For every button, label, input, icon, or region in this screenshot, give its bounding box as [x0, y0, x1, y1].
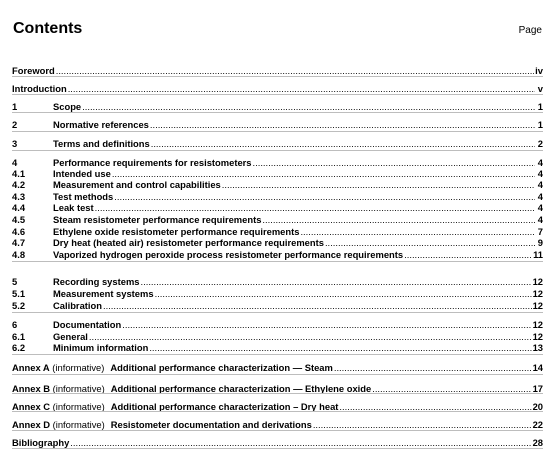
toc-entry[interactable]: [12, 101, 543, 112]
toc-entry[interactable]: [12, 226, 543, 237]
toc-entry[interactable]: [12, 119, 543, 130]
toc-entry[interactable]: [12, 319, 543, 330]
divider: [12, 430, 543, 431]
toc-entry-title: Calibration: [53, 300, 102, 311]
toc-entry-number: 6: [12, 319, 18, 330]
toc-entry-title: Leak test: [53, 202, 94, 213]
dot-leader: [68, 83, 535, 94]
toc-entry[interactable]: [12, 342, 543, 353]
toc-entry[interactable]: [12, 331, 543, 342]
toc-entry[interactable]: [12, 65, 543, 76]
toc-entry-number: 5: [12, 276, 18, 287]
dot-leader: [112, 168, 535, 179]
dot-leader: [114, 191, 535, 202]
toc-entry-title: Ethylene oxide resistometer performance requirements: [53, 226, 300, 237]
dot-leader: [334, 362, 532, 373]
toc-entry-number: 2: [12, 119, 18, 130]
toc-entry[interactable]: [12, 191, 543, 202]
dot-leader: [253, 157, 535, 168]
toc-entry[interactable]: [12, 362, 543, 373]
dot-leader: [150, 119, 535, 130]
toc-entry-page: 12: [532, 319, 543, 330]
divider: [12, 354, 543, 355]
toc-entry[interactable]: [12, 83, 543, 94]
toc-entry-page: 13: [532, 342, 543, 353]
toc-entry-page: 4: [537, 214, 543, 225]
annex-id: Annex C: [12, 401, 51, 412]
dot-leader: [89, 331, 532, 342]
annex-id: Annex D: [12, 419, 51, 430]
dot-leader: [155, 288, 532, 299]
toc-entry-title: Vaporized hydrogen peroxide process resistometer performance requirements: [53, 249, 404, 260]
toc-entry[interactable]: [12, 179, 543, 190]
dot-leader: [122, 319, 531, 330]
toc-entry-title: Measurement systems: [53, 288, 154, 299]
toc-entry-number: 4: [12, 157, 18, 168]
divider: [12, 150, 543, 151]
toc-entry[interactable]: [12, 214, 543, 225]
toc-entry-page: 11: [533, 249, 543, 260]
dot-leader: [325, 237, 535, 248]
toc-entry-title: Steam resistometer performance requirements: [53, 214, 262, 225]
toc-entry-page: 12: [532, 300, 543, 311]
toc-entry-page: 12: [532, 276, 543, 287]
toc-entry-number: 4.2: [12, 179, 26, 190]
annex-id: Annex B: [12, 383, 51, 394]
divider: [12, 131, 543, 132]
toc-entry-title: Documentation: [53, 319, 122, 330]
annex-type: (informative): [50, 419, 105, 430]
toc-entry-number: 4.3: [12, 191, 26, 202]
dot-leader: [82, 101, 535, 112]
toc-entry-page: 2: [537, 138, 543, 149]
toc-entry[interactable]: [12, 237, 543, 248]
toc-entry-number: 4.4: [12, 202, 26, 213]
toc-entry-title: Performance requirements for resistometers: [53, 157, 252, 168]
toc-entry[interactable]: [12, 288, 543, 299]
toc-entry-page: 4: [537, 168, 543, 179]
toc-entry-page: 4: [537, 179, 543, 190]
page-column-label: Page: [518, 25, 542, 36]
toc-entry-title: Additional performance characterization — Ethylene oxide: [110, 383, 372, 394]
dot-leader: [149, 342, 531, 353]
divider: [12, 76, 543, 77]
divider: [12, 393, 543, 394]
toc-entry-number: 5.1: [12, 288, 26, 299]
dot-leader: [70, 437, 531, 448]
dot-leader: [262, 214, 535, 225]
toc-entry-number: 4.5: [12, 214, 26, 225]
toc-entry-number: 6.2: [12, 342, 26, 353]
page-title: Contents: [13, 20, 83, 37]
toc-entry-title: Measurement and control capabilities: [53, 179, 221, 190]
toc-entry-title: Recording systems: [53, 276, 140, 287]
divider: [12, 312, 543, 313]
toc-entry[interactable]: [12, 138, 543, 149]
dot-leader: [151, 138, 535, 149]
toc-entry-page: 1: [537, 101, 543, 112]
annex-label: [12, 419, 105, 430]
dot-leader: [404, 249, 532, 260]
toc-entry[interactable]: [12, 419, 543, 430]
toc-entry-title: Normative references: [53, 119, 149, 130]
toc-entry-title: Resistometer documentation and derivations: [110, 419, 312, 430]
annex-type: (informative): [50, 383, 105, 394]
toc-entry-title: Introduction: [12, 83, 67, 94]
toc-entry-page: 17: [532, 383, 543, 394]
toc-entry-page: iv: [535, 65, 543, 76]
toc-entry-title: Terms and definitions: [53, 138, 150, 149]
toc-entry[interactable]: [12, 168, 543, 179]
toc-entry-number: 4.1: [12, 168, 26, 179]
toc-entry-number: 4.8: [12, 249, 26, 260]
toc-entry-page: 12: [532, 331, 543, 342]
toc-entry[interactable]: [12, 276, 543, 287]
toc-entry-page: 7: [537, 226, 543, 237]
divider: [12, 448, 543, 449]
annex-id: Annex A: [12, 362, 50, 373]
divider: [12, 94, 543, 95]
dot-leader: [141, 276, 532, 287]
toc-entry[interactable]: [12, 157, 543, 168]
toc-entry-number: 3: [12, 138, 18, 149]
toc-entry-number: 1: [12, 101, 18, 112]
dot-leader: [222, 179, 535, 190]
toc-entry-title: General: [53, 331, 88, 342]
toc-entry-page: 12: [532, 288, 543, 299]
toc-entry-page: v: [537, 83, 543, 94]
toc-entry-title: Scope: [53, 101, 82, 112]
divider: [12, 374, 543, 375]
annex-type: (informative): [49, 362, 105, 373]
divider: [12, 261, 543, 262]
toc-entry-title: Additional performance characterization – Dry heat: [110, 401, 339, 412]
divider: [12, 411, 543, 412]
toc-entry-page: 28: [532, 437, 543, 448]
toc-entry-title: Minimum information: [53, 342, 149, 353]
toc-entry-page: 9: [537, 237, 543, 248]
toc-entry-page: 14: [532, 362, 543, 373]
toc-entry-number: 5.2: [12, 300, 26, 311]
toc-entry-title: Bibliography: [12, 437, 70, 448]
divider: [12, 112, 543, 113]
toc-entry-page: 4: [537, 191, 543, 202]
toc-entry-page: 1: [537, 119, 543, 130]
toc-entry-number: 6.1: [12, 331, 26, 342]
toc-entry-title: Additional performance characterization — Steam: [110, 362, 333, 373]
toc-entry-number: 4.7: [12, 237, 26, 248]
dot-leader: [313, 419, 532, 430]
toc-entry[interactable]: [12, 202, 543, 213]
toc-entry-number: 4.6: [12, 226, 26, 237]
toc-entry[interactable]: [12, 437, 543, 448]
toc-entry-page: 4: [537, 157, 543, 168]
toc-entry[interactable]: [12, 249, 543, 260]
toc-entry-title: Dry heat (heated air) resistometer performance requirements: [53, 237, 324, 248]
toc-entry-title: Foreword: [12, 65, 55, 76]
annex-label: [12, 362, 104, 373]
dot-leader: [95, 202, 535, 213]
dot-leader: [56, 65, 534, 76]
toc-entry-title: Intended use: [53, 168, 111, 179]
toc-entry-page: 20: [532, 401, 543, 412]
dot-leader: [103, 300, 532, 311]
dot-leader: [300, 226, 535, 237]
toc-entry-page: 4: [537, 202, 543, 213]
toc-entry-page: 22: [532, 419, 543, 430]
toc-entry[interactable]: [12, 300, 543, 311]
annex-type: (informative): [50, 401, 105, 412]
toc-entry-title: Test methods: [53, 191, 114, 202]
